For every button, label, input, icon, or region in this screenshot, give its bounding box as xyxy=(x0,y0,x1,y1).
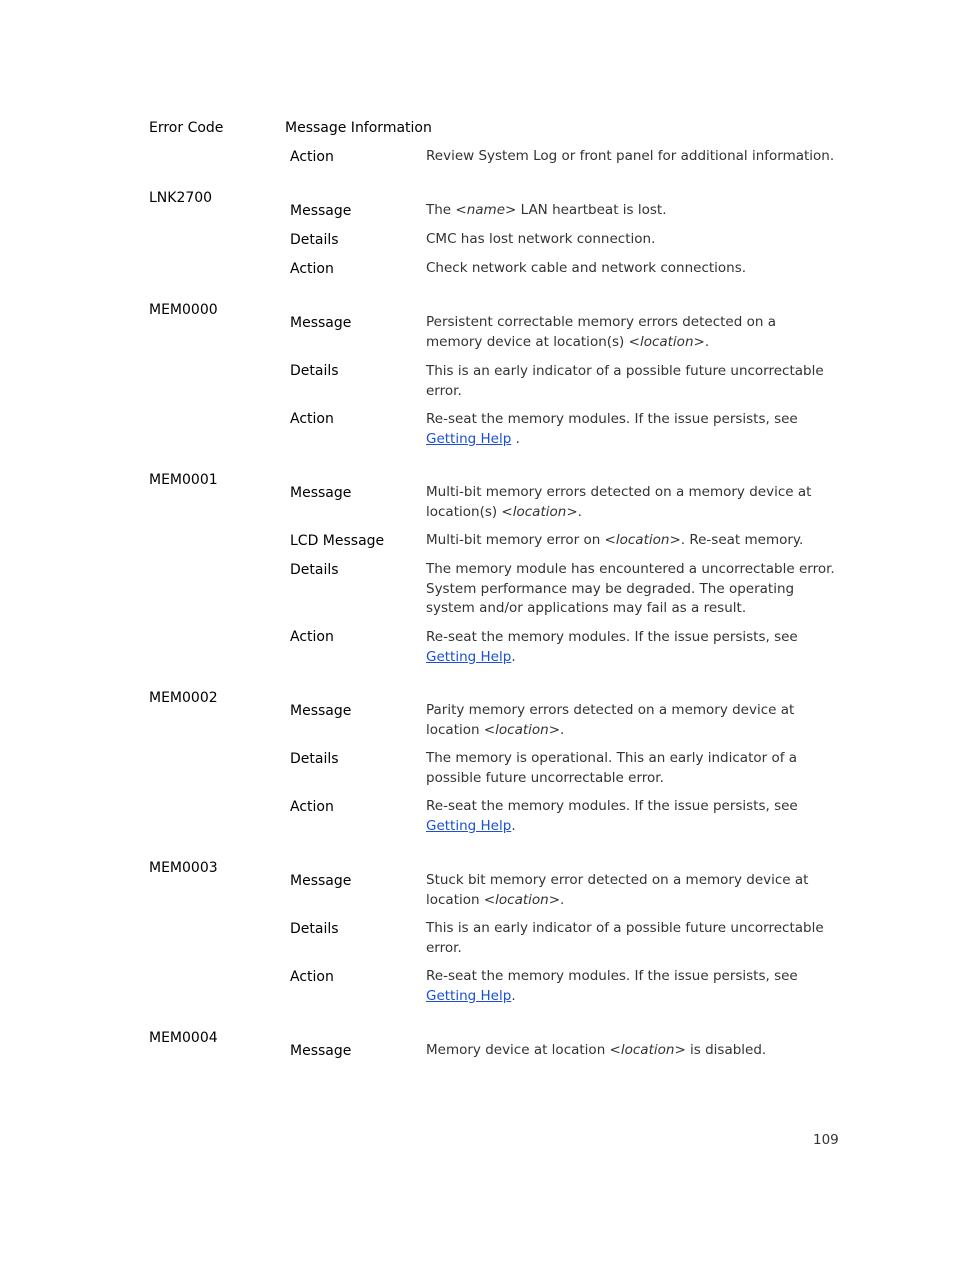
message-label: Message xyxy=(290,703,352,719)
getting-help-link[interactable]: Getting Help xyxy=(426,817,512,834)
details-label: Details xyxy=(290,232,339,248)
action-text: Check network cable and network connections. xyxy=(426,260,747,276)
details-label: Details xyxy=(290,921,339,937)
getting-help-link[interactable]: Getting Help xyxy=(426,430,512,447)
details-text: This is an early indicator of a possible future uncorrectable error. xyxy=(426,363,824,399)
message-text: Stuck bit memory error detected on a memory device at location <location>. xyxy=(426,872,809,908)
message-label: Message xyxy=(290,873,352,889)
details-text: This is an early indicator of a possible future uncorrectable error. xyxy=(426,920,824,956)
details-text: CMC has lost network connection. xyxy=(426,231,656,247)
details-label: Details xyxy=(290,751,339,767)
action-text: Re-seat the memory modules. If the issue persists, see Getting Help. xyxy=(426,968,798,1004)
column-header-error-code: Error Code xyxy=(149,120,224,136)
action-label: Action xyxy=(290,969,334,985)
action-label: Action xyxy=(290,149,334,165)
message-label: Message xyxy=(290,315,352,331)
action-text: Review System Log or front panel for additional information. xyxy=(426,148,835,164)
message-label: Message xyxy=(290,1043,352,1059)
error-code-mem0002: MEM0002 xyxy=(149,690,218,706)
action-text: Re-seat the memory modules. If the issue persists, see Getting Help. xyxy=(426,629,798,665)
column-header-message-information: Message Information xyxy=(285,120,432,136)
details-label: Details xyxy=(290,562,339,578)
details-text: The memory module has encountered a uncorrectable error. System performance may be degraded. The operating system and/or applications may fail as a result. xyxy=(426,561,835,616)
action-text: Re-seat the memory modules. If the issue persists, see Getting Help. xyxy=(426,798,798,834)
getting-help-link[interactable]: Getting Help xyxy=(426,648,512,665)
message-label: Message xyxy=(290,203,352,219)
message-text: Parity memory errors detected on a memory device at location <location>. xyxy=(426,702,795,738)
action-label: Action xyxy=(290,799,334,815)
error-code-lnk2700: LNK2700 xyxy=(149,190,213,206)
getting-help-link[interactable]: Getting Help xyxy=(426,987,512,1004)
action-label: Action xyxy=(290,411,334,427)
lcd-message-text: Multi-bit memory error on <location>. Re-seat memory. xyxy=(426,532,804,548)
message-text: Persistent correctable memory errors detected on a memory device at location(s) <location>. xyxy=(426,314,776,350)
error-code-mem0000: MEM0000 xyxy=(149,302,218,318)
details-label: Details xyxy=(290,363,339,379)
message-text: Memory device at location <location> is disabled. xyxy=(426,1042,767,1058)
error-code-mem0004: MEM0004 xyxy=(149,1030,218,1046)
error-code-mem0003: MEM0003 xyxy=(149,860,218,876)
action-text: Re-seat the memory modules. If the issue persists, see Getting Help . xyxy=(426,411,798,447)
details-text: The memory is operational. This an early indicator of a possible future uncorrectable error. xyxy=(426,750,798,786)
action-label: Action xyxy=(290,261,334,277)
page-number: 109 xyxy=(813,1132,839,1148)
message-text: The <name> LAN heartbeat is lost. xyxy=(426,202,667,218)
message-text: Multi-bit memory errors detected on a memory device at location(s) <location>. xyxy=(426,484,812,520)
action-label: Action xyxy=(290,629,334,645)
message-label: Message xyxy=(290,485,352,501)
error-code-mem0001: MEM0001 xyxy=(149,472,218,488)
lcd-message-label: LCD Message xyxy=(290,533,385,549)
